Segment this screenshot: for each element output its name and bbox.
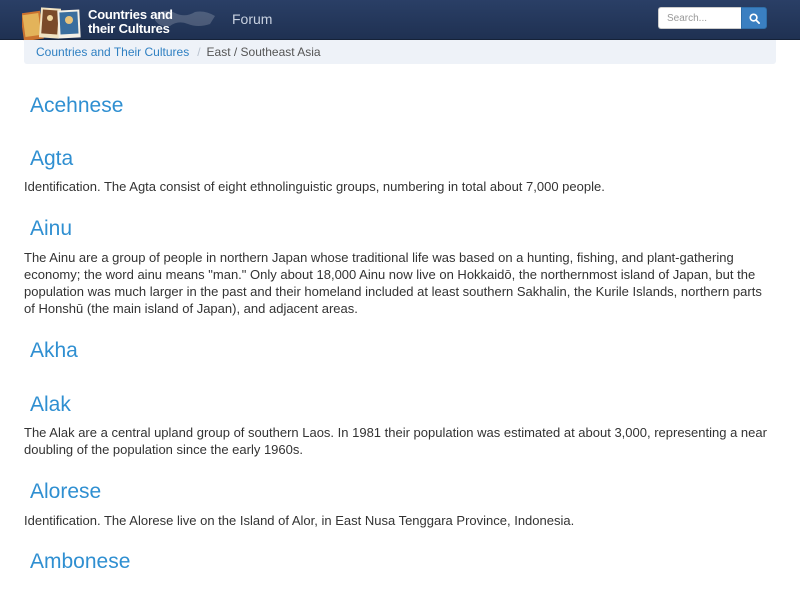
entry-title-acehnese[interactable]: Acehnese (30, 94, 124, 117)
entry-desc-agta: Identification. The Agta consist of eight ethnolinguistic groups, numbering in total about 7,000 people. (24, 179, 605, 194)
top-navbar (0, 0, 800, 40)
logo-text-line2: their Cultures (88, 21, 170, 36)
search-button[interactable] (741, 7, 767, 29)
search-icon (749, 13, 760, 24)
entry-desc-alak: The Alak are a central upland group of southern Laos. In 1981 their population was estimated at about 3,000, representing a near doubling of the population since the early 1960s. (24, 425, 767, 457)
breadcrumb-home-link[interactable]: Countries and Their Cultures (36, 45, 190, 59)
entry-title-alorese[interactable]: Alorese (30, 480, 102, 503)
nav-forum-link[interactable]: Forum (232, 11, 273, 27)
entry-title-alak[interactable]: Alak (30, 393, 71, 416)
entry-title-agta[interactable]: Agta (30, 147, 74, 170)
logo-collage-icon (22, 6, 84, 42)
world-map-icon (150, 4, 220, 36)
entry-title-ambonese[interactable]: Ambonese (30, 550, 131, 573)
logo-text-line1: Countries and (88, 7, 173, 22)
entry-title-ainu[interactable]: Ainu (30, 217, 73, 240)
entry-title-akha[interactable]: Akha (30, 339, 78, 362)
breadcrumb (24, 40, 776, 64)
entry-desc-ainu: The Ainu are a group of people in northern Japan whose traditional life was based on a hunting, fishing, and plant-gathering economy; the word ainu means "man." Only about 18,000 Ainu now live on Hokkaidō, the northernmost island of Japan, but the population was much larger in the past and their homeland included at least southern Sakhalin, the Kurile Islands, northern parts of Honshū (the main island of Japan), and adjacent areas. (24, 250, 762, 316)
search-input[interactable] (658, 7, 742, 29)
entry-desc-alorese: Identification. The Alorese live on the Island of Alor, in East Nusa Tenggara Province, Indonesia. (24, 513, 575, 528)
breadcrumb-current: East / Southeast Asia (206, 45, 321, 59)
breadcrumb-separator: / (197, 45, 201, 59)
